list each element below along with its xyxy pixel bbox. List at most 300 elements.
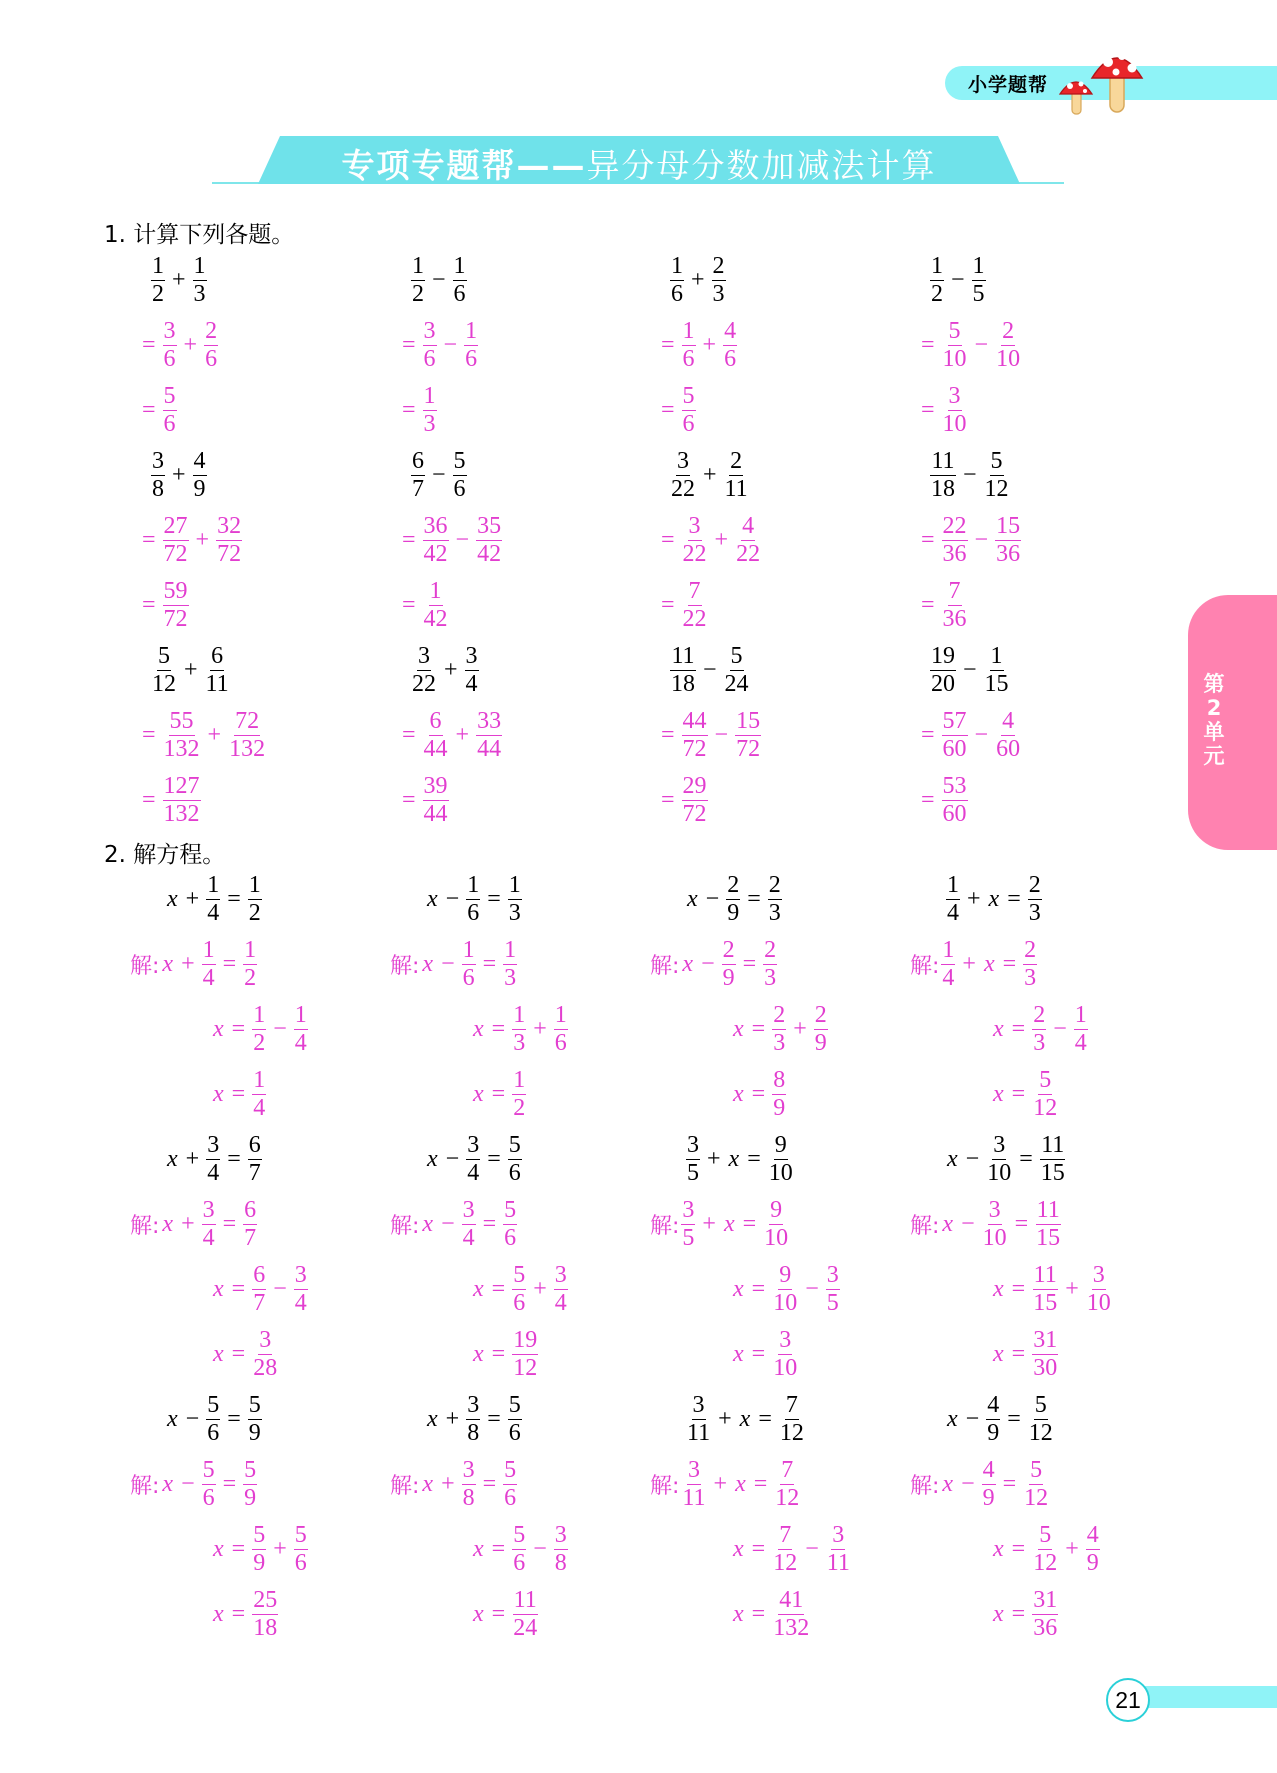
operator: = bbox=[487, 885, 501, 912]
variable: x bbox=[162, 950, 174, 977]
numerator: 3 bbox=[259, 1326, 272, 1353]
fraction bbox=[1032, 1262, 1058, 1317]
operator: = bbox=[921, 591, 935, 618]
fraction bbox=[670, 448, 696, 503]
denominator: 132 bbox=[229, 735, 266, 762]
operator: + bbox=[533, 1015, 547, 1042]
numerator: 25 bbox=[253, 1586, 278, 1613]
operator: = bbox=[1011, 1535, 1026, 1562]
numerator: 3 bbox=[467, 1131, 480, 1158]
denominator: 6 bbox=[467, 899, 480, 926]
numerator: 39 bbox=[423, 772, 448, 799]
solution-line bbox=[130, 936, 259, 991]
denominator: 18 bbox=[931, 475, 955, 502]
fraction bbox=[151, 448, 165, 503]
equation bbox=[164, 1391, 264, 1446]
numerator: 3 bbox=[202, 1196, 215, 1223]
denominator: 4 bbox=[554, 1289, 567, 1316]
fraction bbox=[768, 1132, 794, 1187]
answer-step bbox=[916, 707, 1023, 762]
denominator: 11 bbox=[826, 1549, 850, 1576]
operator: = bbox=[231, 1080, 246, 1107]
denominator: 2 bbox=[244, 964, 257, 991]
denominator: 6 bbox=[508, 1419, 521, 1446]
numerator: 6 bbox=[412, 447, 424, 474]
denominator: 36 bbox=[1033, 1614, 1058, 1641]
fraction bbox=[202, 1457, 216, 1512]
numerator: 11 bbox=[513, 1586, 537, 1613]
denominator: 10 bbox=[1086, 1289, 1111, 1316]
operator: = bbox=[402, 591, 416, 618]
numerator: 3 bbox=[993, 1131, 1006, 1158]
denominator: 10 bbox=[996, 345, 1021, 372]
variable: x bbox=[988, 885, 1000, 912]
denominator: 3 bbox=[508, 899, 521, 926]
denominator: 28 bbox=[253, 1354, 278, 1381]
answer-step bbox=[916, 512, 1023, 567]
fraction bbox=[193, 253, 207, 308]
fraction bbox=[682, 578, 708, 633]
denominator: 6 bbox=[453, 280, 466, 307]
operator: + bbox=[185, 885, 200, 912]
denominator: 4 bbox=[202, 964, 215, 991]
variable: x bbox=[427, 885, 438, 912]
fraction bbox=[202, 1197, 216, 1252]
denominator: 11 bbox=[724, 475, 748, 502]
operator: + bbox=[184, 656, 198, 683]
numerator: 3 bbox=[677, 447, 689, 474]
operator: = bbox=[231, 1275, 246, 1302]
operator: + bbox=[713, 1470, 728, 1497]
fraction bbox=[508, 872, 522, 927]
denominator: 60 bbox=[942, 735, 967, 762]
denominator: 30 bbox=[1033, 1354, 1058, 1381]
answer-result bbox=[397, 382, 439, 437]
page-number: 21 bbox=[1106, 1678, 1150, 1722]
answer-step bbox=[397, 512, 504, 567]
numerator: 9 bbox=[774, 1131, 787, 1158]
denominator: 7 bbox=[248, 1159, 261, 1186]
operator: − bbox=[273, 1275, 287, 1302]
operator: − bbox=[961, 1210, 975, 1237]
variable: x bbox=[167, 1145, 178, 1172]
fraction bbox=[982, 1457, 996, 1512]
numerator: 11 bbox=[671, 642, 695, 669]
fraction bbox=[735, 513, 761, 568]
numerator: 3 bbox=[948, 382, 961, 409]
denominator: 60 bbox=[996, 735, 1021, 762]
variable: x bbox=[473, 1080, 484, 1107]
operator: = bbox=[751, 1275, 766, 1302]
answer-result bbox=[916, 382, 970, 437]
operator: + bbox=[181, 1210, 195, 1237]
fraction bbox=[1032, 1522, 1058, 1577]
denominator: 36 bbox=[996, 540, 1021, 567]
denominator: 10 bbox=[942, 410, 967, 437]
numerator: 5 bbox=[508, 1391, 521, 1418]
fraction bbox=[772, 1002, 786, 1057]
operator: = bbox=[491, 1080, 506, 1107]
fraction bbox=[1028, 1392, 1054, 1447]
operator: = bbox=[661, 786, 675, 813]
variable: x bbox=[213, 1015, 224, 1042]
operator: = bbox=[491, 1340, 506, 1367]
fraction bbox=[1040, 1132, 1066, 1187]
fraction bbox=[1035, 1197, 1061, 1252]
operator: − bbox=[805, 1275, 819, 1302]
fraction bbox=[503, 937, 517, 992]
solution-result bbox=[990, 1066, 1060, 1121]
numerator: 2 bbox=[722, 936, 735, 963]
numerator: 5 bbox=[948, 317, 961, 344]
numerator: 2 bbox=[1002, 317, 1015, 344]
denominator: 6 bbox=[682, 410, 695, 437]
fraction bbox=[686, 1132, 700, 1187]
denominator: 6 bbox=[202, 1484, 215, 1511]
operator: − bbox=[441, 1210, 455, 1237]
numerator: 5 bbox=[1039, 1066, 1052, 1093]
fraction bbox=[243, 1457, 257, 1512]
fraction bbox=[252, 1522, 266, 1577]
operator: = bbox=[142, 786, 156, 813]
denominator: 42 bbox=[477, 540, 502, 567]
denominator: 6 bbox=[163, 410, 176, 437]
answer-result bbox=[397, 772, 451, 827]
numerator: 31 bbox=[1033, 1586, 1058, 1613]
numerator: 11 bbox=[1033, 1261, 1057, 1288]
denominator: 3 bbox=[764, 964, 777, 991]
operator: = bbox=[482, 1210, 497, 1237]
fraction bbox=[462, 937, 476, 992]
numerator: 1 bbox=[462, 936, 475, 963]
fraction bbox=[930, 448, 956, 503]
operator: + bbox=[718, 1405, 732, 1432]
numerator: 5 bbox=[294, 1521, 307, 1548]
operator: + bbox=[195, 526, 210, 553]
operator: + bbox=[444, 656, 458, 683]
fraction bbox=[723, 318, 737, 373]
operator: = bbox=[402, 721, 416, 748]
fraction bbox=[1023, 937, 1037, 992]
fraction bbox=[205, 643, 230, 698]
numerator: 9 bbox=[770, 1196, 783, 1223]
problem-expression bbox=[409, 447, 469, 502]
operator: = bbox=[487, 1405, 501, 1432]
numerator: 53 bbox=[942, 772, 967, 799]
operator: − bbox=[963, 461, 977, 488]
problem-expression bbox=[928, 252, 988, 307]
operator: + bbox=[962, 950, 976, 977]
fraction bbox=[735, 708, 761, 763]
section2-heading: 2. 解方程。 bbox=[104, 842, 226, 868]
numerator: 5 bbox=[158, 642, 170, 669]
operator: + bbox=[207, 721, 222, 748]
solution-step bbox=[730, 1521, 853, 1576]
numerator: 4 bbox=[193, 447, 206, 474]
denominator: 3 bbox=[1028, 899, 1041, 926]
numerator: 19 bbox=[931, 642, 955, 669]
solution-prefix: 解: bbox=[650, 1473, 680, 1499]
solution-result bbox=[470, 1326, 540, 1381]
denominator: 10 bbox=[982, 1224, 1007, 1251]
fraction bbox=[682, 708, 708, 763]
solution-line bbox=[130, 1456, 259, 1511]
variable: x bbox=[942, 1210, 954, 1237]
denominator: 9 bbox=[987, 1419, 1000, 1446]
denominator: 3 bbox=[1033, 1029, 1046, 1056]
operator: = bbox=[491, 1015, 506, 1042]
equation bbox=[684, 1391, 807, 1446]
denominator: 9 bbox=[244, 1484, 257, 1511]
numerator: 5 bbox=[202, 1456, 215, 1483]
fraction bbox=[984, 643, 1010, 698]
fraction bbox=[554, 1522, 568, 1577]
solution-prefix: 解: bbox=[390, 1213, 420, 1239]
denominator: 12 bbox=[1033, 1549, 1058, 1576]
numerator: 1 bbox=[207, 871, 220, 898]
solution-prefix: 解: bbox=[650, 953, 680, 979]
operator: − bbox=[443, 331, 458, 358]
operator: + bbox=[714, 526, 729, 553]
numerator: 44 bbox=[682, 707, 707, 734]
numerator: 59 bbox=[163, 577, 188, 604]
denominator: 8 bbox=[467, 1419, 480, 1446]
operator: = bbox=[1011, 1340, 1026, 1367]
operator: = bbox=[487, 1145, 501, 1172]
numerator: 72 bbox=[235, 707, 260, 734]
variable: x bbox=[993, 1080, 1004, 1107]
denominator: 11 bbox=[682, 1484, 706, 1511]
fraction bbox=[995, 513, 1021, 568]
operator: = bbox=[753, 1470, 768, 1497]
fraction bbox=[466, 1132, 480, 1187]
denominator: 12 bbox=[1024, 1484, 1049, 1511]
solution-line bbox=[130, 1196, 259, 1251]
denominator: 24 bbox=[724, 670, 749, 697]
solution-result bbox=[730, 1586, 812, 1641]
variable: x bbox=[728, 1145, 740, 1172]
numerator: 2 bbox=[1024, 936, 1037, 963]
fraction bbox=[1028, 872, 1042, 927]
fraction bbox=[942, 383, 968, 438]
operator: = bbox=[482, 1470, 497, 1497]
equation bbox=[684, 1131, 796, 1186]
fraction bbox=[512, 1327, 538, 1382]
operator: − bbox=[974, 526, 989, 553]
fraction bbox=[1032, 1327, 1058, 1382]
fraction bbox=[163, 708, 201, 763]
numerator: 5 bbox=[1030, 1456, 1043, 1483]
denominator: 10 bbox=[773, 1289, 798, 1316]
variable: x bbox=[723, 1210, 735, 1237]
operator: − bbox=[185, 1405, 200, 1432]
answer-step bbox=[656, 512, 763, 567]
operator: + bbox=[181, 950, 195, 977]
fraction bbox=[982, 1197, 1008, 1252]
operator: − bbox=[963, 656, 977, 683]
operator: = bbox=[231, 1535, 246, 1562]
operator: + bbox=[445, 1405, 460, 1432]
solution-prefix: 解: bbox=[390, 1473, 420, 1499]
operator: = bbox=[1011, 1275, 1026, 1302]
fraction bbox=[248, 1132, 262, 1187]
operator: = bbox=[1007, 1405, 1021, 1432]
fraction bbox=[1032, 1587, 1058, 1642]
fraction bbox=[772, 1067, 786, 1122]
operator: = bbox=[921, 396, 935, 423]
answer-step bbox=[397, 707, 504, 762]
solution-step bbox=[210, 1521, 310, 1576]
numerator: 1 bbox=[931, 252, 943, 279]
operator: = bbox=[482, 950, 497, 977]
denominator: 18 bbox=[253, 1614, 278, 1641]
solution-prefix: 解: bbox=[910, 1213, 940, 1239]
numerator: 35 bbox=[477, 512, 502, 539]
fraction bbox=[508, 1132, 522, 1187]
solution-line bbox=[650, 1456, 802, 1511]
operator: = bbox=[921, 331, 935, 358]
numerator: 2 bbox=[730, 447, 743, 474]
numerator: 3 bbox=[826, 1261, 839, 1288]
variable: x bbox=[213, 1600, 224, 1627]
numerator: 5 bbox=[163, 382, 176, 409]
numerator: 6 bbox=[244, 1196, 257, 1223]
denominator: 12 bbox=[1033, 1094, 1058, 1121]
denominator: 12 bbox=[775, 1484, 800, 1511]
numerator: 2 bbox=[764, 936, 777, 963]
operator: = bbox=[1002, 1470, 1017, 1497]
variable: x bbox=[733, 1275, 744, 1302]
numerator: 8 bbox=[773, 1066, 786, 1093]
operator: − bbox=[703, 656, 717, 683]
numerator: 11 bbox=[931, 447, 955, 474]
numerator: 31 bbox=[1033, 1326, 1058, 1353]
denominator: 2 bbox=[248, 899, 261, 926]
numerator: 1 bbox=[453, 252, 466, 279]
fraction bbox=[163, 318, 177, 373]
numerator: 3 bbox=[465, 642, 478, 669]
fraction bbox=[942, 773, 968, 828]
equation bbox=[424, 1391, 524, 1446]
operator: − bbox=[432, 461, 446, 488]
fraction bbox=[423, 773, 449, 828]
fraction bbox=[946, 872, 960, 927]
variable: x bbox=[993, 1535, 1004, 1562]
operator: + bbox=[967, 885, 981, 912]
numerator: 2 bbox=[205, 317, 218, 344]
denominator: 3 bbox=[1024, 964, 1037, 991]
problem-expression bbox=[409, 252, 469, 307]
solution-step bbox=[470, 1521, 570, 1576]
variable: x bbox=[733, 1535, 744, 1562]
numerator: 1 bbox=[412, 252, 424, 279]
fraction bbox=[941, 937, 955, 992]
denominator: 10 bbox=[764, 1224, 789, 1251]
variable: x bbox=[733, 1600, 744, 1627]
variable: x bbox=[682, 950, 694, 977]
denominator: 15 bbox=[984, 670, 1009, 697]
denominator: 22 bbox=[412, 670, 436, 697]
denominator: 12 bbox=[779, 1419, 804, 1446]
denominator: 72 bbox=[736, 735, 761, 762]
denominator: 4 bbox=[294, 1029, 307, 1056]
fraction bbox=[995, 708, 1021, 763]
fraction bbox=[554, 1002, 568, 1057]
operator: + bbox=[273, 1535, 287, 1562]
numerator: 15 bbox=[736, 707, 761, 734]
numerator: 33 bbox=[477, 707, 502, 734]
fraction bbox=[512, 1262, 526, 1317]
equation bbox=[944, 1391, 1056, 1446]
variable: x bbox=[422, 1470, 434, 1497]
denominator: 6 bbox=[423, 345, 436, 372]
numerator: 22 bbox=[942, 512, 967, 539]
numerator: 3 bbox=[462, 1456, 475, 1483]
fraction bbox=[252, 1327, 278, 1382]
answer-result bbox=[137, 577, 191, 632]
numerator: 5 bbox=[248, 1391, 261, 1418]
numerator: 3 bbox=[152, 447, 164, 474]
denominator: 12 bbox=[773, 1549, 798, 1576]
solution-result bbox=[210, 1586, 280, 1641]
denominator: 72 bbox=[682, 735, 707, 762]
fraction bbox=[826, 1522, 851, 1577]
operator: − bbox=[181, 1470, 195, 1497]
problem-expression bbox=[668, 447, 751, 502]
operator: + bbox=[702, 1210, 716, 1237]
denominator: 22 bbox=[736, 540, 761, 567]
variable: x bbox=[213, 1340, 224, 1367]
denominator: 12 bbox=[984, 475, 1009, 502]
fraction bbox=[772, 1587, 810, 1642]
brand-label: 小学题帮 bbox=[968, 74, 1049, 96]
numerator: 6 bbox=[248, 1131, 261, 1158]
solution-prefix: 解: bbox=[910, 953, 940, 979]
numerator: 1 bbox=[294, 1001, 307, 1028]
variable: x bbox=[162, 1210, 174, 1237]
operator: = bbox=[142, 721, 156, 748]
fraction bbox=[986, 1132, 1012, 1187]
fraction bbox=[681, 1457, 706, 1512]
variable: x bbox=[993, 1015, 1004, 1042]
denominator: 4 bbox=[467, 1159, 480, 1186]
numerator: 1 bbox=[253, 1066, 266, 1093]
numerator: 7 bbox=[688, 577, 701, 604]
numerator: 3 bbox=[1092, 1261, 1105, 1288]
operator: − bbox=[432, 266, 446, 293]
answer-result bbox=[916, 772, 970, 827]
variable: x bbox=[942, 1470, 954, 1497]
numerator: 5 bbox=[504, 1456, 517, 1483]
numerator: 3 bbox=[423, 317, 436, 344]
denominator: 9 bbox=[193, 475, 206, 502]
numerator: 7 bbox=[948, 577, 961, 604]
variable: x bbox=[733, 1080, 744, 1107]
numerator: 11 bbox=[1041, 1131, 1065, 1158]
equation bbox=[684, 871, 784, 926]
solution-step bbox=[210, 1261, 310, 1316]
numerator: 32 bbox=[217, 512, 242, 539]
denominator: 132 bbox=[163, 800, 200, 827]
denominator: 10 bbox=[987, 1159, 1012, 1186]
denominator: 10 bbox=[768, 1159, 793, 1186]
denominator: 6 bbox=[504, 1224, 517, 1251]
operator: = bbox=[661, 396, 675, 423]
variable: x bbox=[422, 1210, 434, 1237]
denominator: 9 bbox=[982, 1484, 995, 1511]
numerator: 3 bbox=[692, 1391, 705, 1418]
fraction bbox=[163, 383, 177, 438]
